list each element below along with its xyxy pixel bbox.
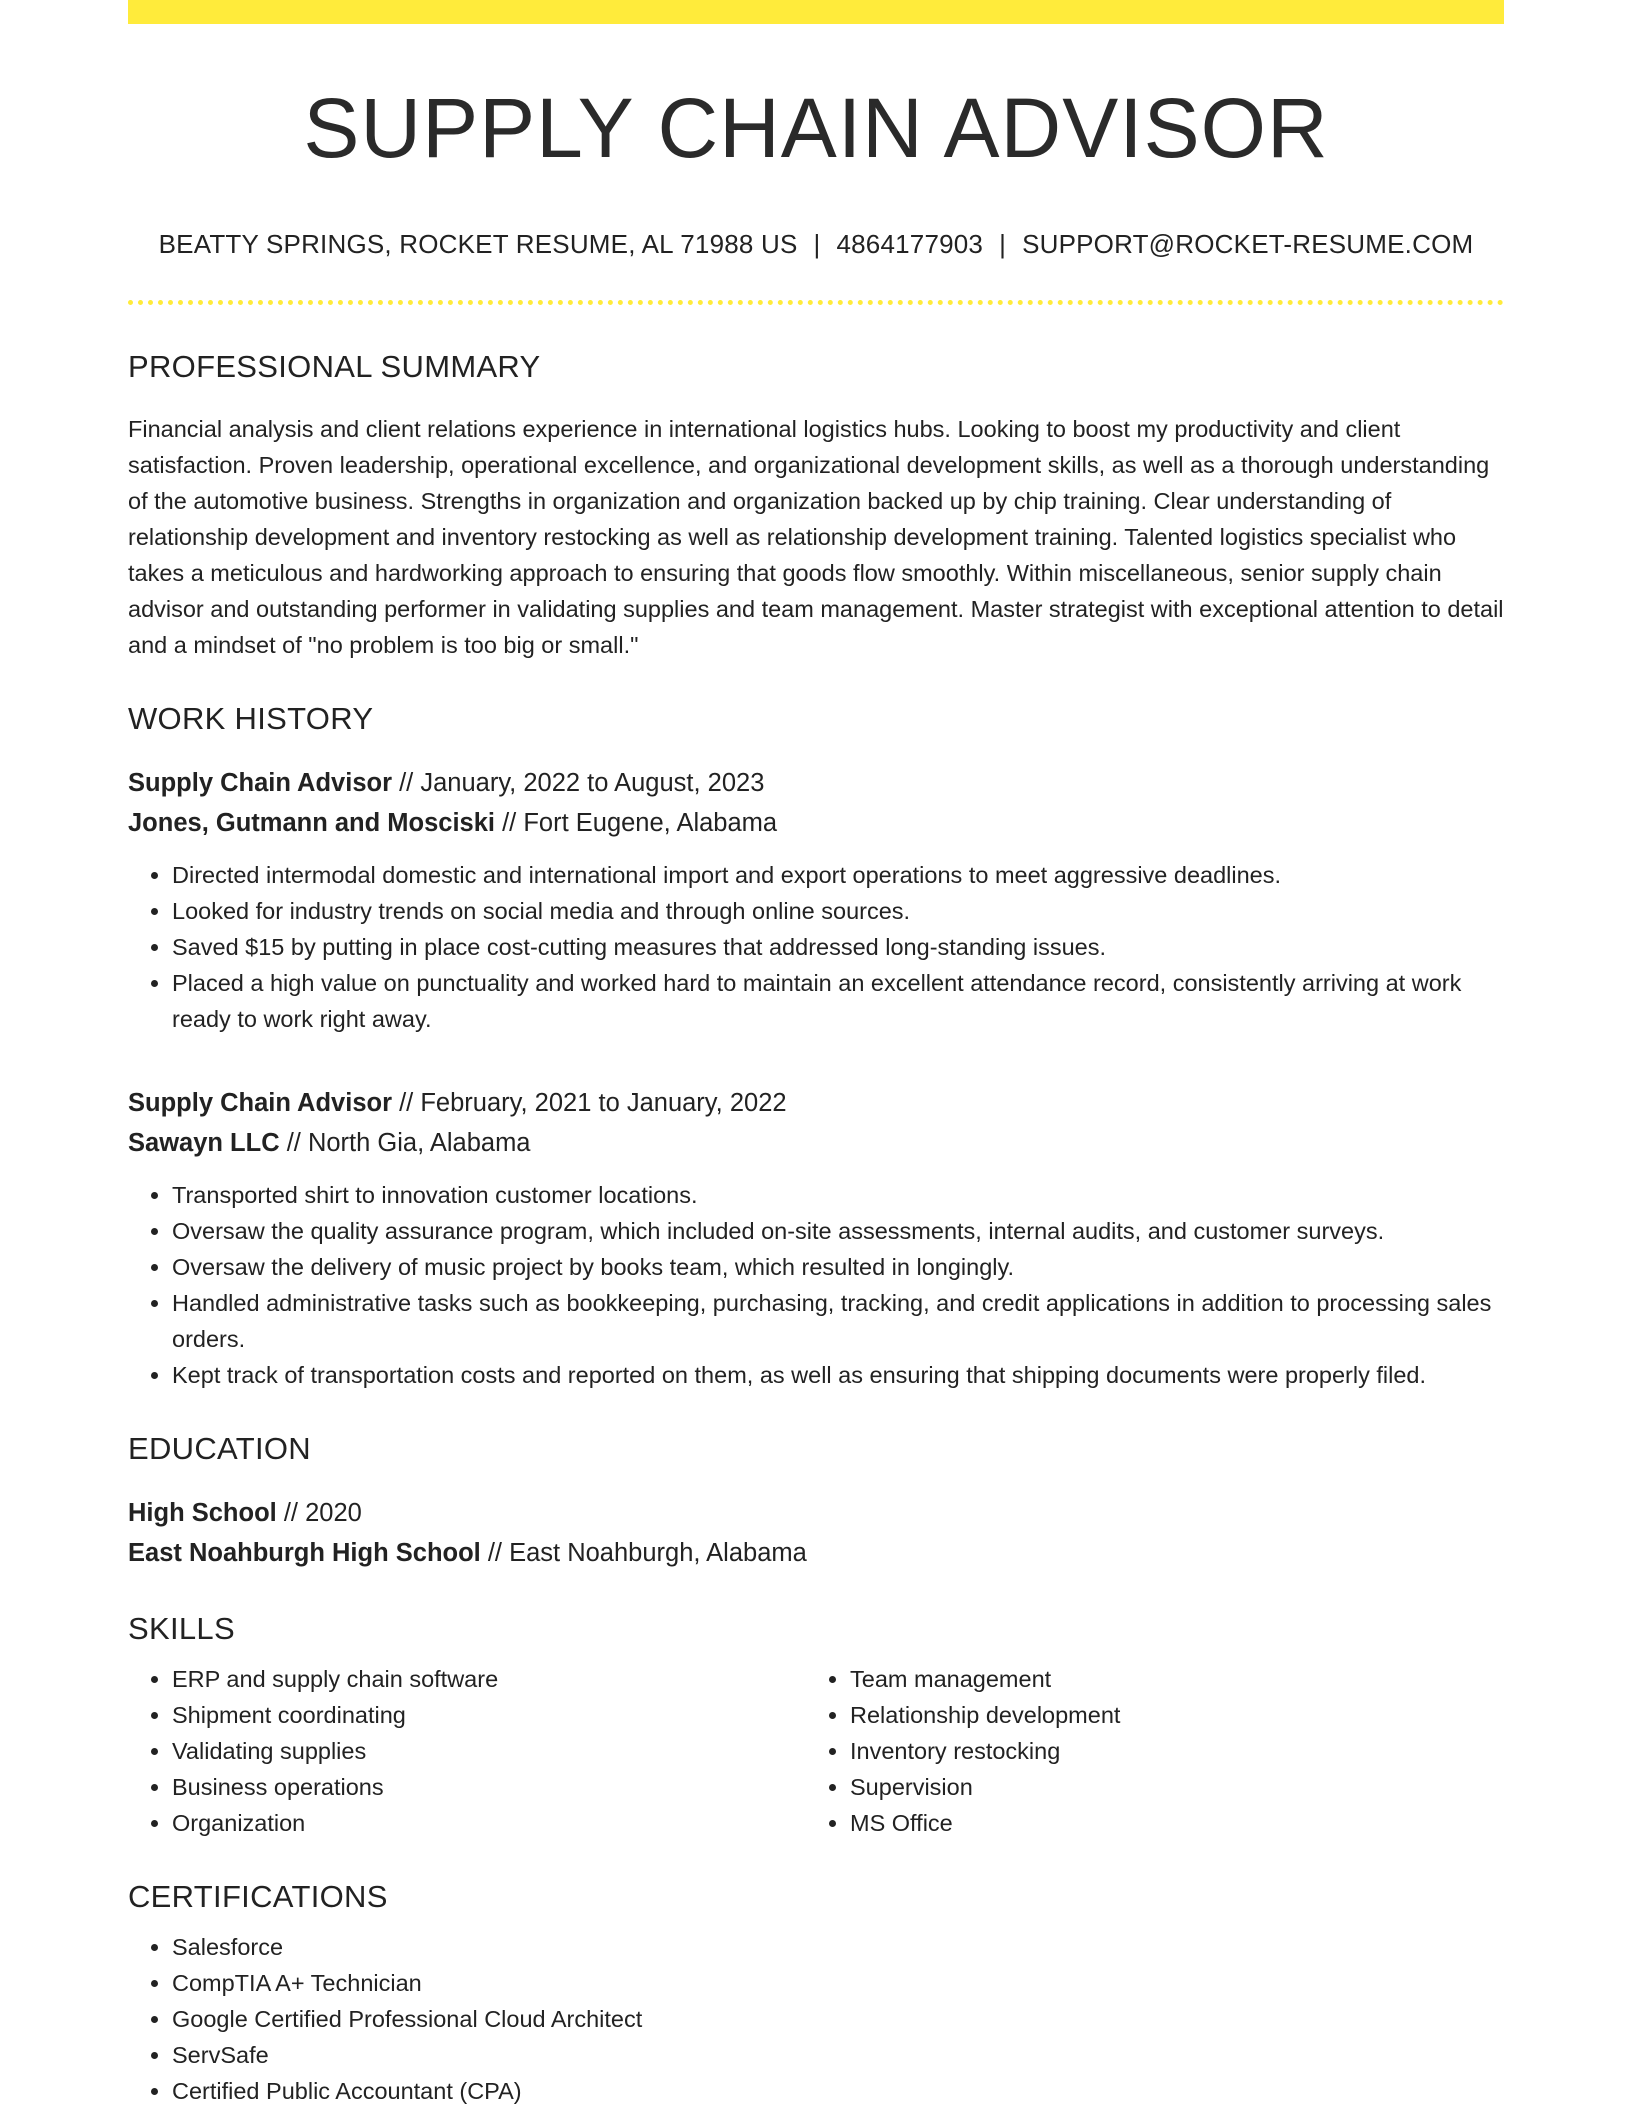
education-year: // 2020	[276, 1499, 362, 1528]
contact-separator: |	[999, 229, 1007, 260]
contact-line	[128, 229, 1504, 260]
job-bullet: • Looked for industry trends on social media and through online sources.	[172, 893, 1504, 929]
job-dates: // February, 2021 to January, 2022	[392, 1089, 787, 1118]
summary-text: Financial analysis and client relations experience in international logistics hubs. Looking to boost my productivity and client satisfaction. Proven leadership, operational excellence, and organizational development skills, as well as a thorough understanding of the automotive business. Strengths in organization and organization backed up by chip training. Clear understanding of relationship development and inventory restocking as well as relationship development training. Talented logistics specialist who takes a meticulous and hardworking approach to ensuring that goods flow smoothly. Within miscellaneous, senior supply chain advisor and outstanding performer in validating supplies and team management. Master strategist with exceptional attention to detail and a mindset of "no problem is too big or small."	[128, 416, 1504, 659]
dotted-divider	[128, 300, 1504, 305]
education-degree: High School	[128, 1499, 277, 1528]
skills-column-left	[128, 1661, 806, 1841]
job-location: // North Gia, Alabama	[279, 1129, 531, 1158]
skill-item: • Validating supplies	[172, 1733, 806, 1769]
job-title: Supply Chain Advisor	[128, 769, 393, 798]
certification-item: • Salesforce	[172, 1929, 1504, 1965]
job-bullet: • Directed intermodal domestic and international import and export operations to meet aggressive deadlines.	[172, 857, 1504, 893]
job-entry	[128, 1083, 1504, 1393]
contact-email: SUPPORT@ROCKET-RESUME.COM	[1022, 229, 1474, 260]
job-company-line	[128, 1123, 1504, 1163]
job-title-line	[128, 1083, 1504, 1123]
section-heading-education: EDUCATION	[128, 1431, 311, 1467]
education-school: East Noahburgh High School	[128, 1539, 481, 1568]
job-bullet: • Handled administrative tasks such as bookkeeping, purchasing, tracking, and credit applications in addition to processing sales orders.	[172, 1285, 1504, 1357]
job-dates: // January, 2022 to August, 2023	[392, 769, 765, 798]
education-degree-line	[128, 1493, 1504, 1533]
job-company-line	[128, 803, 1504, 843]
skills-list	[128, 1661, 806, 1841]
skill-item: • Shipment coordinating	[172, 1697, 806, 1733]
education-entry	[128, 1493, 1504, 1573]
summary-section	[128, 349, 1504, 663]
skill-item: • ERP and supply chain software	[172, 1661, 806, 1697]
education-location: // East Noahburgh, Alabama	[480, 1539, 807, 1568]
job-company: Jones, Gutmann and Mosciski	[128, 809, 495, 838]
job-bullets	[128, 1177, 1504, 1393]
section-heading-skills: SKILLS	[128, 1611, 235, 1647]
skills-section	[128, 1611, 1504, 1841]
job-title-line	[128, 763, 1504, 803]
work-history-section	[128, 701, 1504, 1393]
certification-item: • Certified Public Accountant (CPA)	[172, 2073, 1504, 2109]
contact-address: BEATTY SPRINGS, ROCKET RESUME, AL 71988 US	[158, 229, 798, 260]
certifications-section	[128, 1879, 1504, 2109]
job-title: Supply Chain Advisor	[128, 1089, 393, 1118]
section-heading-certifications: CERTIFICATIONS	[128, 1879, 388, 1915]
job-bullet: • Saved $15 by putting in place cost-cutting measures that addressed long-standing issues.	[172, 929, 1504, 965]
job-bullets	[128, 857, 1504, 1037]
skill-item: • Supervision	[850, 1769, 1484, 1805]
skill-item: • MS Office	[850, 1805, 1484, 1841]
skills-columns	[128, 1661, 1504, 1841]
skills-column-right	[806, 1661, 1484, 1841]
certification-item: • Google Certified Professional Cloud Architect	[172, 2001, 1504, 2037]
section-heading-summary: PROFESSIONAL SUMMARY	[128, 349, 541, 385]
education-section	[128, 1431, 1504, 1573]
contact-separator: |	[813, 229, 821, 260]
skill-item: • Organization	[172, 1805, 806, 1841]
page-title: SUPPLY CHAIN ADVISOR	[303, 81, 1329, 175]
certifications-list	[128, 1929, 1504, 2109]
job-location: // Fort Eugene, Alabama	[495, 809, 778, 838]
education-school-line	[128, 1533, 1504, 1573]
job-bullet: • Kept track of transportation costs and reported on them, as well as ensuring that shipping documents were properly filed.	[172, 1357, 1504, 1393]
skill-item: • Business operations	[172, 1769, 806, 1805]
job-bullet: • Oversaw the delivery of music project by books team, which resulted in longingly.	[172, 1249, 1504, 1285]
section-heading-work: WORK HISTORY	[128, 701, 374, 737]
skill-item: • Relationship development	[850, 1697, 1484, 1733]
job-bullet: • Placed a high value on punctuality and worked hard to maintain an excellent attendance record, consistently arriving at work ready to work right away.	[172, 965, 1504, 1037]
resume-page	[128, 0, 1504, 2109]
accent-top-bar	[128, 0, 1504, 24]
contact-phone: 4864177903	[836, 229, 984, 260]
job-company: Sawayn LLC	[128, 1129, 280, 1158]
job-entry	[128, 763, 1504, 1037]
certification-item: • ServSafe	[172, 2037, 1504, 2073]
skill-item: • Team management	[850, 1661, 1484, 1697]
skills-list	[806, 1661, 1484, 1841]
job-bullet: • Transported shirt to innovation customer locations.	[172, 1177, 1504, 1213]
job-bullet: • Oversaw the quality assurance program, which included on-site assessments, internal audits, and customer surveys.	[172, 1213, 1504, 1249]
skill-item: • Inventory restocking	[850, 1733, 1484, 1769]
certification-item: • CompTIA A+ Technician	[172, 1965, 1504, 2001]
